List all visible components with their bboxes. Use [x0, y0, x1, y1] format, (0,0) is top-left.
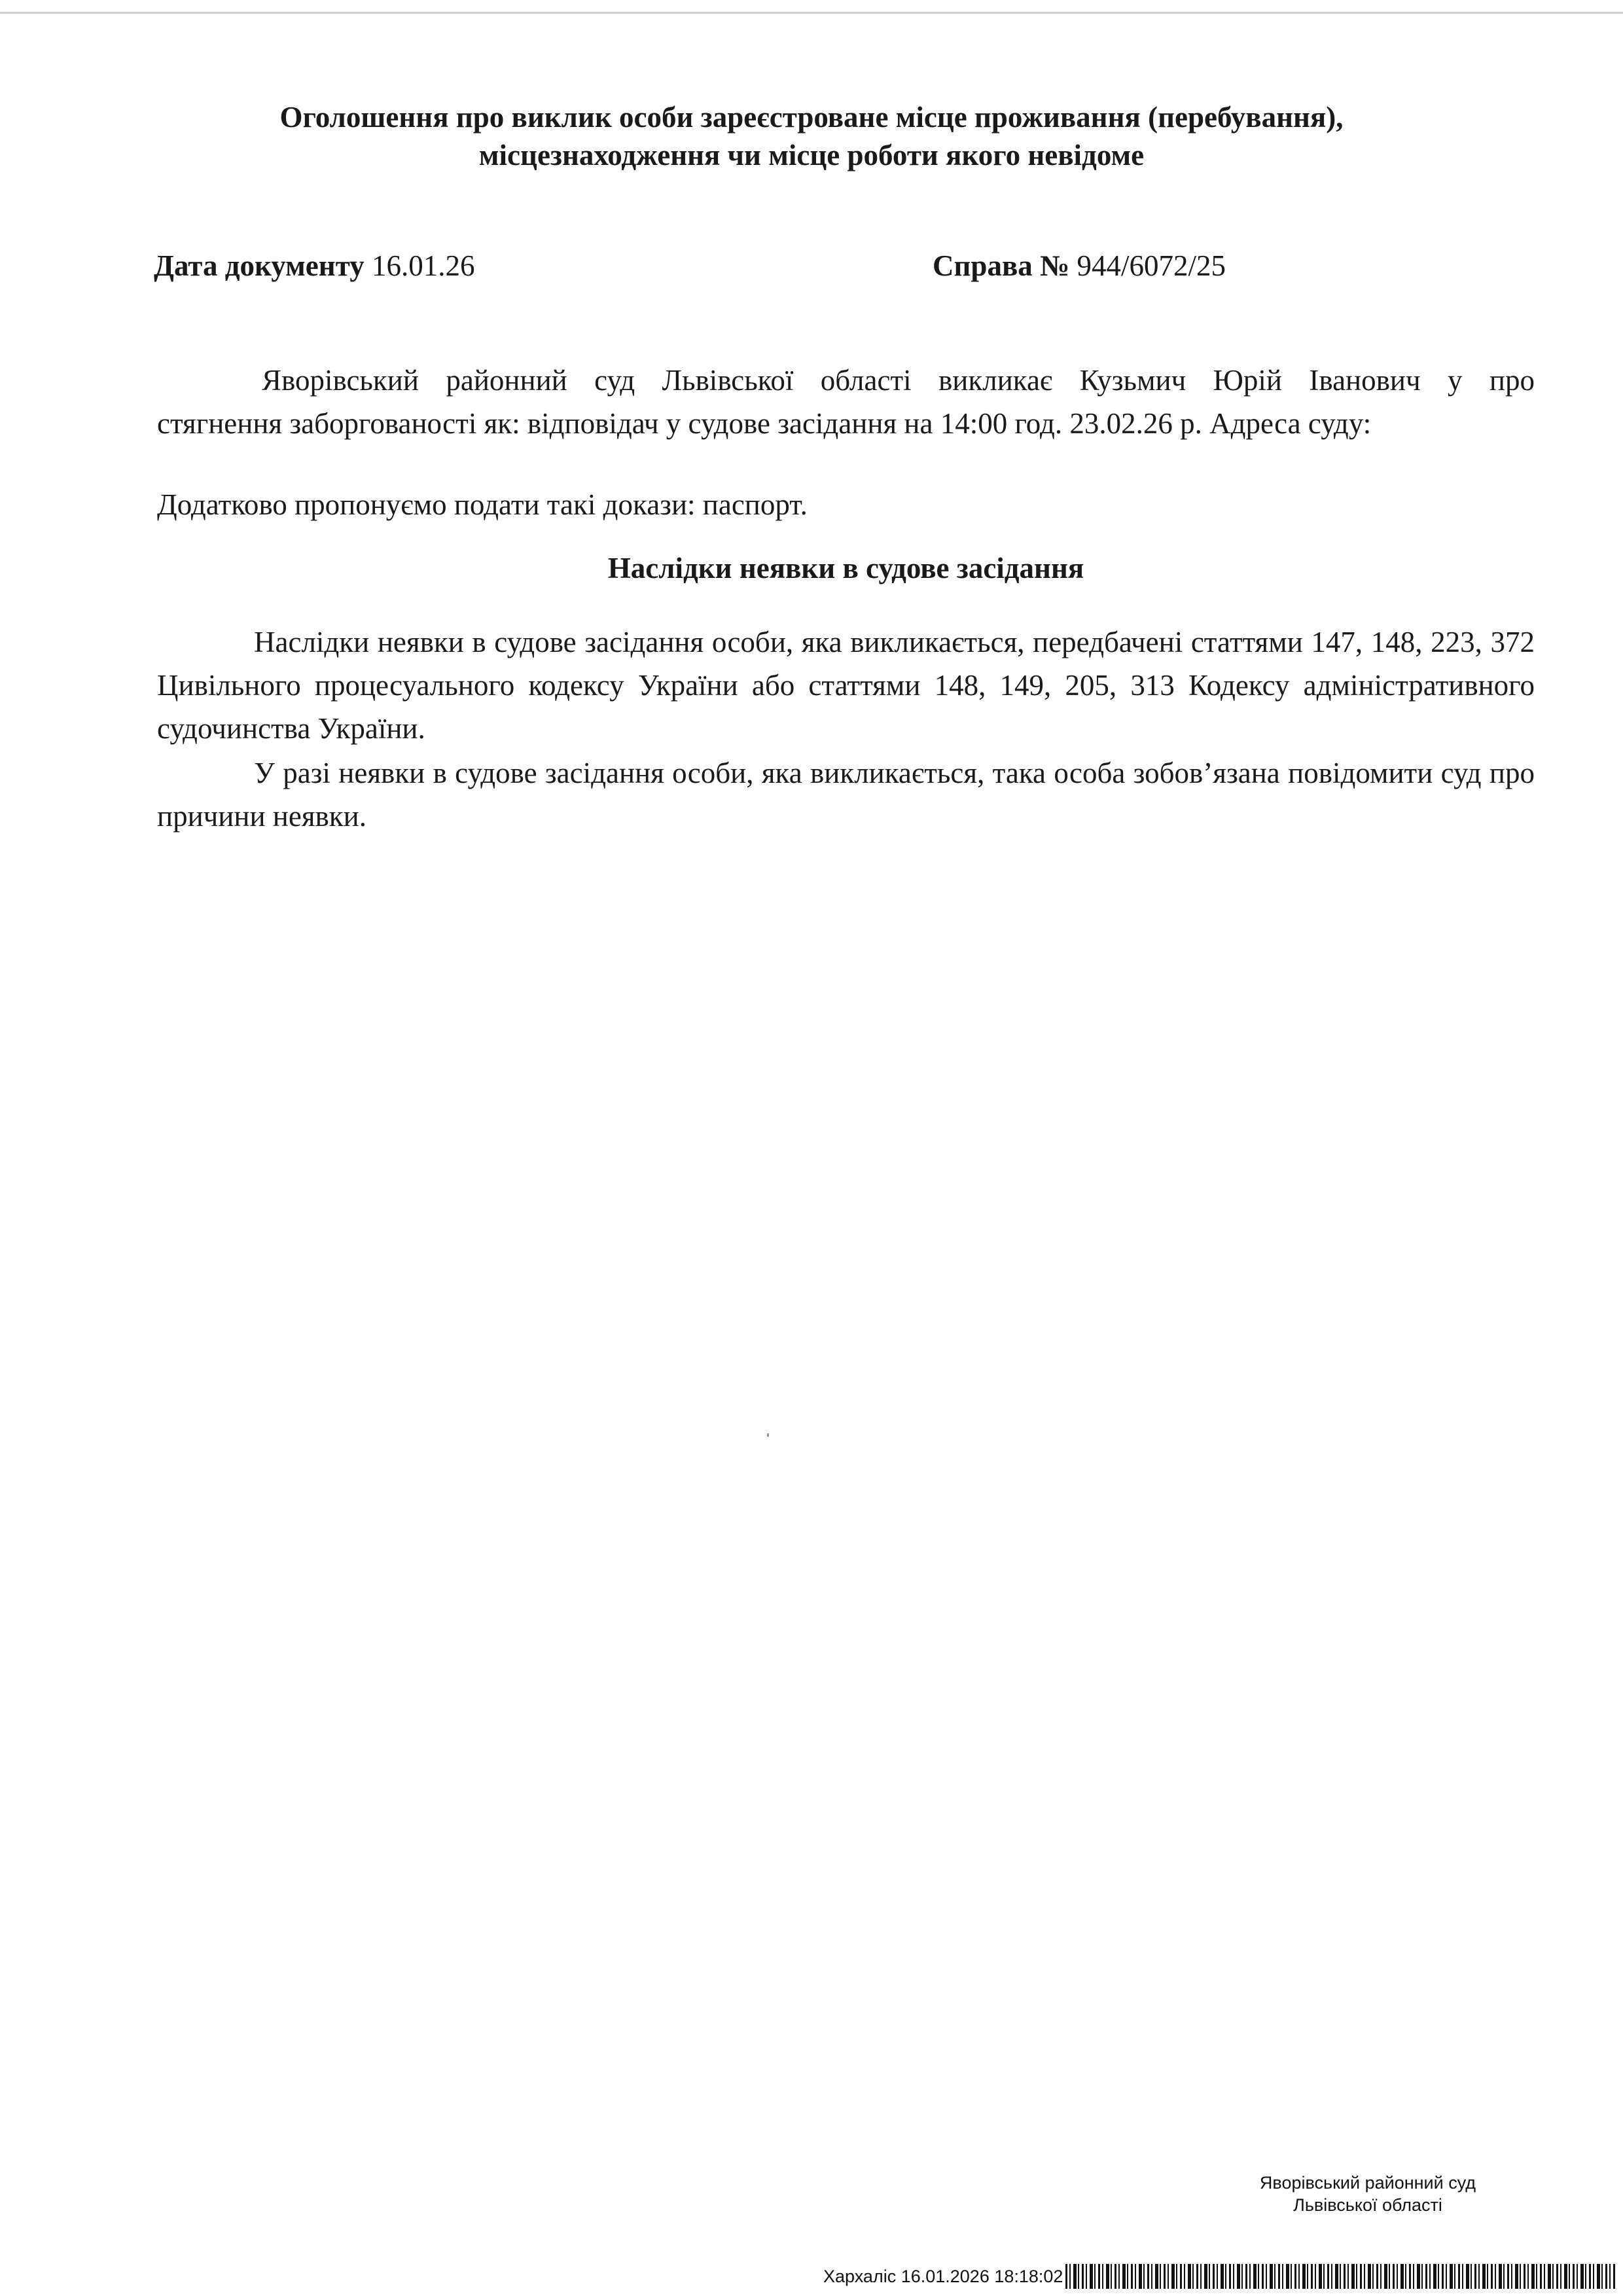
case-number-label: Справа № — [933, 249, 1070, 282]
evidence-paragraph: Додатково пропонуємо подати такі докази: паспорт. — [157, 488, 808, 521]
stamp-footer-text: Хархаліс 16.01.2026 18:18:02 — [823, 2266, 1063, 2286]
scan-speck — [767, 1433, 769, 1437]
consequences-heading: Наслідки неявки в судове засідання — [607, 552, 1084, 584]
court-summons-line-1: Яворівський районний суд Львівської області викликає Кузьмич Юрій Іванович у про — [262, 364, 1535, 397]
court-summons-line-2: стягнення заборгованості як: відповідач у судове засідання на 14:00 год. 23.02.26 р. Адреса суду: — [157, 407, 1372, 440]
case-number — [933, 247, 1226, 284]
court-summons-paragraph — [157, 359, 1535, 445]
scan-edge-line — [0, 12, 1623, 14]
case-number-value: 944/6072/25 — [1077, 249, 1226, 282]
document-title — [157, 98, 1466, 174]
document-title-line-2: місцезнаходження чи місце роботи якого невідоме — [478, 139, 1145, 171]
barcode — [1065, 2264, 1615, 2289]
stamp-court-name-line-1: Яворівський районний суд — [1259, 2173, 1476, 2193]
document-date-value: 16.01.26 — [371, 249, 475, 282]
document-title-line-1: Оголошення про виклик особи зареєстроване місце проживання (перебування), — [279, 101, 1344, 134]
document-date-label: Дата документу — [154, 249, 365, 282]
obligation-paragraph: У разі неявки в судове засідання особи, яка викликається, така особа зобов’язана повідомити суд про причини неявки. — [157, 757, 1535, 833]
court-stamp — [1198, 2172, 1538, 2216]
consequences-paragraph: Наслідки неявки в судове засідання особи, яка викликається, передбачені статтями 147, 148, 223, 372 Цивільного процесуального кодексу України або статтями 148, 149, 205, 313 Кодексу адміністративного судочинства України. — [157, 626, 1535, 745]
stamp-court-name-line-2: Львівської області — [1293, 2195, 1442, 2215]
document-date — [154, 247, 474, 284]
stamp-footer — [823, 2263, 1615, 2289]
